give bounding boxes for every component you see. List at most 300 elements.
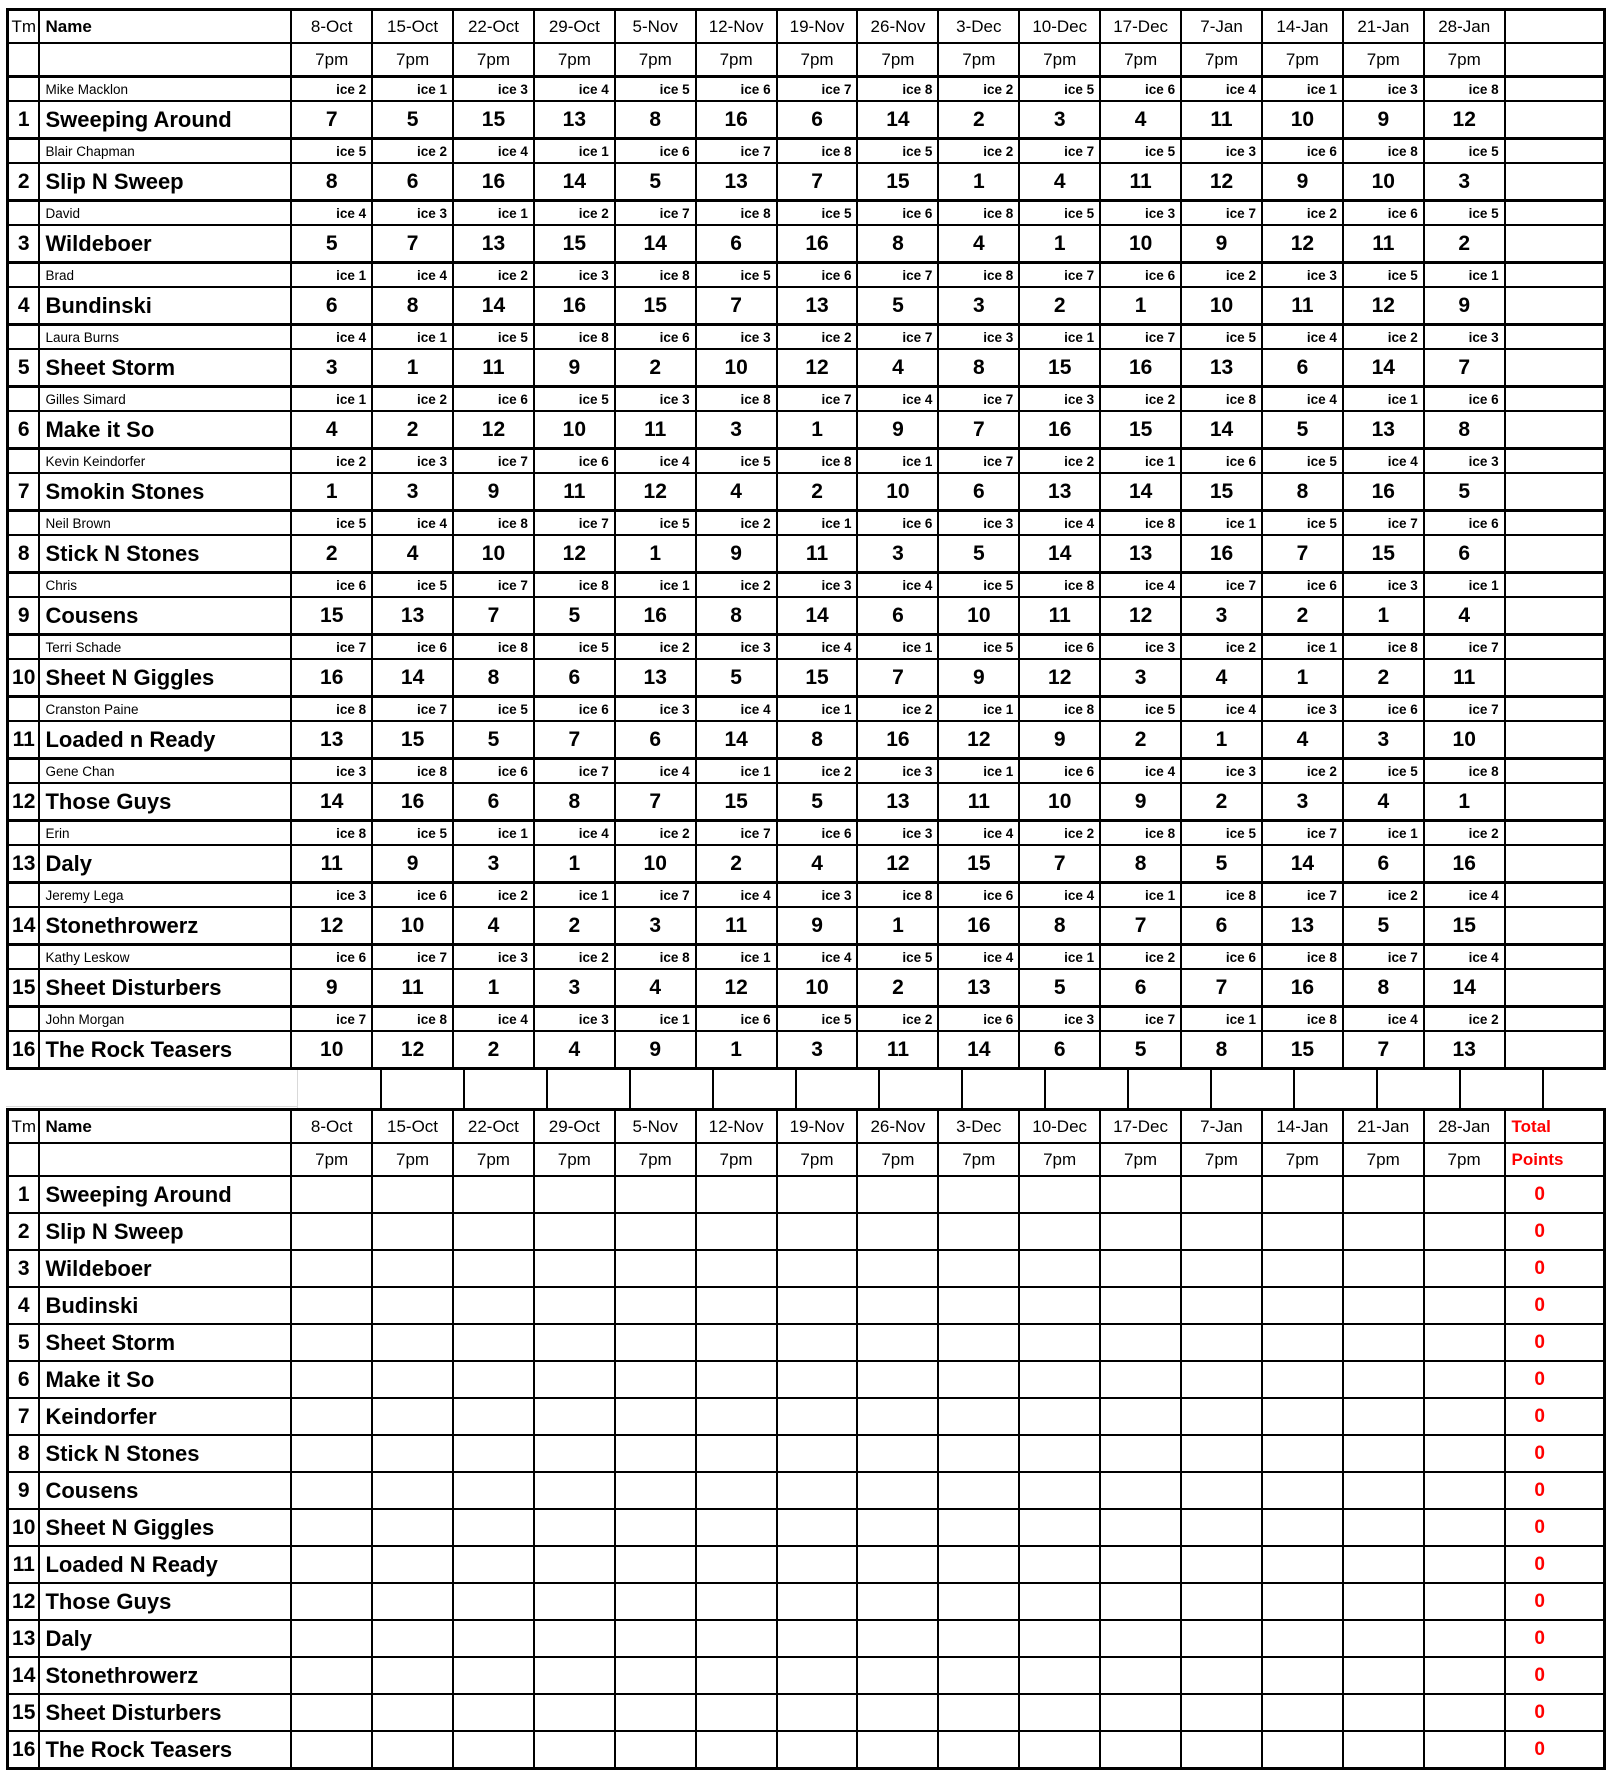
empty-score-cell <box>372 1509 453 1546</box>
opponent-cell: 5 <box>1100 1031 1181 1069</box>
time-cell: 7pm <box>291 43 372 77</box>
empty-score-cell <box>696 1583 777 1620</box>
ice-assignment-cell: ice 4 <box>372 511 453 536</box>
empty-score-cell <box>1181 1694 1262 1731</box>
opponent-cell: 7 <box>1100 907 1181 945</box>
team-number: 16 <box>8 1731 40 1769</box>
ice-assignment-cell: ice 6 <box>453 759 534 784</box>
empty-score-cell <box>615 1398 696 1435</box>
empty-score-cell <box>372 1472 453 1509</box>
tm-blank-cell <box>8 697 40 722</box>
empty-score-cell <box>938 1250 1019 1287</box>
opponent-cell: 4 <box>1262 721 1343 759</box>
ice-assignment-cell: ice 8 <box>1424 77 1505 102</box>
skip-name: Gilles Simard <box>39 387 291 412</box>
ice-assignment-cell: ice 3 <box>1424 449 1505 474</box>
opponent-cell: 15 <box>615 287 696 325</box>
opponent-cell: 12 <box>1100 597 1181 635</box>
team-name: Bundinski <box>39 287 291 325</box>
ice-assignment-cell: ice 6 <box>777 263 858 288</box>
ice-assignment-cell: ice 8 <box>777 139 858 164</box>
empty-score-cell <box>1181 1361 1262 1398</box>
ice-assignment-cell: ice 2 <box>777 759 858 784</box>
ice-assignment-cell: ice 5 <box>1019 77 1100 102</box>
team-name: Those Guys <box>39 1583 291 1620</box>
opponent-cell: 2 <box>1262 597 1343 635</box>
empty-score-cell <box>1100 1324 1181 1361</box>
opponent-cell: 5 <box>1181 845 1262 883</box>
time-cell: 7pm <box>372 1143 453 1176</box>
opponent-cell: 11 <box>1424 659 1505 697</box>
team-number: 6 <box>8 411 40 449</box>
trailing-empty-cell <box>1505 101 1605 139</box>
empty-score-cell <box>777 1583 858 1620</box>
team-name: Stonethrowerz <box>39 1657 291 1694</box>
empty-score-cell <box>857 1509 938 1546</box>
opponent-cell: 16 <box>696 101 777 139</box>
opponent-cell: 15 <box>372 721 453 759</box>
opponent-cell: 15 <box>1181 473 1262 511</box>
ice-assignment-cell: ice 3 <box>696 635 777 660</box>
ice-assignment-cell: ice 6 <box>1343 697 1424 722</box>
ice-assignment-cell: ice 8 <box>1262 1007 1343 1032</box>
team-schedule-row <box>8 783 1605 821</box>
ice-assignment-row <box>8 821 1605 846</box>
ice-assignment-cell: ice 1 <box>777 697 858 722</box>
ice-assignment-cell: ice 8 <box>857 883 938 908</box>
opponent-cell: 9 <box>1424 287 1505 325</box>
opponent-cell: 9 <box>1181 225 1262 263</box>
team-number: 2 <box>8 1213 40 1250</box>
empty-score-cell <box>1424 1176 1505 1213</box>
opponent-cell: 2 <box>1181 783 1262 821</box>
ice-assignment-cell: ice 8 <box>1181 387 1262 412</box>
opponent-cell: 4 <box>1424 597 1505 635</box>
column-border-line <box>1376 1070 1378 1108</box>
empty-score-cell <box>1019 1398 1100 1435</box>
empty-score-cell <box>1100 1398 1181 1435</box>
ice-assignment-cell: ice 3 <box>857 759 938 784</box>
empty-score-cell <box>696 1287 777 1324</box>
empty-score-cell <box>1100 1213 1181 1250</box>
ice-assignment-cell: ice 1 <box>857 635 938 660</box>
opponent-cell: 5 <box>696 659 777 697</box>
team-number: 3 <box>8 225 40 263</box>
ice-assignment-cell: ice 6 <box>777 821 858 846</box>
opponent-cell: 2 <box>696 845 777 883</box>
points-column-header: Points <box>1505 1143 1605 1176</box>
empty-score-cell <box>1424 1509 1505 1546</box>
opponent-cell: 2 <box>453 1031 534 1069</box>
ice-assignment-cell: ice 1 <box>1262 77 1343 102</box>
empty-score-cell <box>1181 1620 1262 1657</box>
empty-score-cell <box>1424 1287 1505 1324</box>
empty-score-cell <box>1181 1287 1262 1324</box>
opponent-cell: 10 <box>777 969 858 1007</box>
time-cell: 7pm <box>1424 43 1505 77</box>
opponent-cell: 3 <box>777 1031 858 1069</box>
ice-assignment-row <box>8 325 1605 350</box>
empty-score-cell <box>1019 1250 1100 1287</box>
opponent-cell: 9 <box>1019 721 1100 759</box>
opponent-cell: 8 <box>372 287 453 325</box>
ice-assignment-cell: ice 5 <box>938 573 1019 598</box>
empty-score-cell <box>1019 1213 1100 1250</box>
ice-assignment-cell: ice 5 <box>1100 697 1181 722</box>
opponent-cell: 8 <box>534 783 615 821</box>
team-schedule-row <box>8 535 1605 573</box>
opponent-cell: 9 <box>777 907 858 945</box>
ice-assignment-cell: ice 4 <box>777 635 858 660</box>
team-schedule-row <box>8 907 1605 945</box>
opponent-cell: 8 <box>696 597 777 635</box>
date-column-header: 5-Nov <box>615 10 696 44</box>
team-schedule-row <box>8 473 1605 511</box>
standings-row <box>8 1583 1605 1620</box>
opponent-cell: 13 <box>1343 411 1424 449</box>
opponent-cell: 13 <box>1181 349 1262 387</box>
ice-assignment-cell: ice 2 <box>1262 759 1343 784</box>
ice-assignment-cell: ice 4 <box>1181 697 1262 722</box>
empty-score-cell <box>857 1435 938 1472</box>
empty-score-cell <box>1262 1213 1343 1250</box>
empty-score-cell <box>1181 1176 1262 1213</box>
total-points-value: 0 <box>1505 1657 1605 1694</box>
ice-assignment-cell: ice 2 <box>1424 1007 1505 1032</box>
opponent-cell: 4 <box>372 535 453 573</box>
team-number: 3 <box>8 1250 40 1287</box>
opponent-cell: 1 <box>1424 783 1505 821</box>
time-cell: 7pm <box>938 43 1019 77</box>
empty-score-cell <box>615 1546 696 1583</box>
opponent-cell: 8 <box>1019 907 1100 945</box>
trailing-empty-cell <box>1505 387 1605 412</box>
empty-score-cell <box>1019 1657 1100 1694</box>
opponent-cell: 15 <box>534 225 615 263</box>
opponent-cell: 4 <box>777 845 858 883</box>
empty-score-cell <box>534 1694 615 1731</box>
empty-score-cell <box>615 1250 696 1287</box>
skip-name: Erin <box>39 821 291 846</box>
empty-score-cell <box>777 1213 858 1250</box>
team-schedule-row <box>8 101 1605 139</box>
empty-score-cell <box>1181 1509 1262 1546</box>
empty-score-cell <box>1181 1472 1262 1509</box>
opponent-cell: 2 <box>1343 659 1424 697</box>
ice-assignment-cell: ice 3 <box>1343 573 1424 598</box>
ice-assignment-cell: ice 3 <box>1424 325 1505 350</box>
opponent-cell: 6 <box>1100 969 1181 1007</box>
opponent-cell: 5 <box>291 225 372 263</box>
gridline-horizontal <box>6 1106 297 1107</box>
empty-score-cell <box>291 1694 372 1731</box>
empty-score-cell <box>291 1213 372 1250</box>
team-number: 5 <box>8 349 40 387</box>
opponent-cell: 10 <box>453 535 534 573</box>
empty-score-cell <box>938 1213 1019 1250</box>
opponent-cell: 6 <box>938 473 1019 511</box>
opponent-cell: 6 <box>1343 845 1424 883</box>
ice-assignment-cell: ice 4 <box>453 139 534 164</box>
team-name: The Rock Teasers <box>39 1031 291 1069</box>
date-column-header: 7-Jan <box>1181 10 1262 44</box>
empty-score-cell <box>1424 1435 1505 1472</box>
ice-assignment-cell: ice 5 <box>291 511 372 536</box>
opponent-cell: 11 <box>777 535 858 573</box>
ice-assignment-cell: ice 1 <box>453 201 534 226</box>
trailing-empty-cell <box>1505 43 1605 77</box>
skip-name: Kevin Keindorfer <box>39 449 291 474</box>
opponent-cell: 3 <box>1424 163 1505 201</box>
empty-score-cell <box>777 1546 858 1583</box>
empty-score-cell <box>1262 1287 1343 1324</box>
opponent-cell: 6 <box>291 287 372 325</box>
standings-row <box>8 1694 1605 1731</box>
opponent-cell: 2 <box>938 101 1019 139</box>
standings-row <box>8 1213 1605 1250</box>
ice-assignment-cell: ice 2 <box>1100 387 1181 412</box>
empty-score-cell <box>1424 1398 1505 1435</box>
opponent-cell: 7 <box>453 597 534 635</box>
opponent-cell: 13 <box>1019 473 1100 511</box>
empty-score-cell <box>777 1694 858 1731</box>
opponent-cell: 16 <box>1343 473 1424 511</box>
empty-score-cell <box>1100 1694 1181 1731</box>
opponent-cell: 12 <box>615 473 696 511</box>
opponent-cell: 16 <box>1019 411 1100 449</box>
empty-score-cell <box>1343 1620 1424 1657</box>
opponent-cell: 10 <box>696 349 777 387</box>
empty-score-cell <box>453 1324 534 1361</box>
date-column-header: 15-Oct <box>372 10 453 44</box>
ice-assignment-cell: ice 5 <box>1343 263 1424 288</box>
ice-assignment-cell: ice 2 <box>857 1007 938 1032</box>
opponent-cell: 1 <box>857 907 938 945</box>
empty-score-cell <box>1181 1398 1262 1435</box>
empty-score-cell <box>777 1657 858 1694</box>
empty-score-cell <box>453 1694 534 1731</box>
schedule-header-row <box>8 10 1605 44</box>
ice-assignment-cell: ice 7 <box>1100 1007 1181 1032</box>
trailing-empty-cell <box>1505 77 1605 102</box>
empty-score-cell <box>453 1657 534 1694</box>
trailing-empty-cell <box>1505 721 1605 759</box>
total-points-value: 0 <box>1505 1694 1605 1731</box>
empty-score-cell <box>534 1361 615 1398</box>
empty-score-cell <box>938 1583 1019 1620</box>
empty-score-cell <box>696 1435 777 1472</box>
time-cell: 7pm <box>1424 1143 1505 1176</box>
team-name: Those Guys <box>39 783 291 821</box>
date-column-header: 14-Jan <box>1262 1110 1343 1144</box>
date-column-header: 7-Jan <box>1181 1110 1262 1144</box>
date-column-header: 3-Dec <box>938 10 1019 44</box>
trailing-empty-cell <box>1505 883 1605 908</box>
trailing-empty-cell <box>1505 449 1605 474</box>
ice-assignment-cell: ice 2 <box>1019 449 1100 474</box>
empty-score-cell <box>1100 1509 1181 1546</box>
ice-assignment-cell: ice 8 <box>1424 759 1505 784</box>
ice-assignment-cell: ice 5 <box>777 201 858 226</box>
empty-score-cell <box>1181 1546 1262 1583</box>
time-cell: 7pm <box>291 1143 372 1176</box>
tm-blank-cell <box>8 387 40 412</box>
opponent-cell: 9 <box>938 659 1019 697</box>
opponent-cell: 10 <box>615 845 696 883</box>
ice-assignment-cell: ice 3 <box>1262 263 1343 288</box>
opponent-cell: 12 <box>1019 659 1100 697</box>
date-column-header: 26-Nov <box>857 1110 938 1144</box>
opponent-cell: 3 <box>1019 101 1100 139</box>
empty-score-cell <box>938 1324 1019 1361</box>
ice-assignment-cell: ice 2 <box>615 635 696 660</box>
opponent-cell: 5 <box>453 721 534 759</box>
ice-assignment-cell: ice 2 <box>857 697 938 722</box>
empty-score-cell <box>1262 1694 1343 1731</box>
opponent-cell: 11 <box>453 349 534 387</box>
opponent-cell: 4 <box>857 349 938 387</box>
ice-assignment-cell: ice 7 <box>534 759 615 784</box>
standings-header-row <box>8 1110 1605 1144</box>
ice-assignment-cell: ice 1 <box>857 449 938 474</box>
team-number: 9 <box>8 1472 40 1509</box>
ice-assignment-cell: ice 3 <box>777 883 858 908</box>
empty-score-cell <box>696 1472 777 1509</box>
empty-score-cell <box>1262 1398 1343 1435</box>
column-border-line <box>1293 1070 1295 1108</box>
ice-assignment-cell: ice 3 <box>534 263 615 288</box>
tm-blank-cell <box>8 821 40 846</box>
date-column-header: 3-Dec <box>938 1110 1019 1144</box>
empty-score-cell <box>372 1731 453 1769</box>
standings-row <box>8 1176 1605 1213</box>
ice-assignment-cell: ice 4 <box>1343 1007 1424 1032</box>
ice-assignment-cell: ice 2 <box>372 387 453 412</box>
opponent-cell: 1 <box>1262 659 1343 697</box>
ice-assignment-row <box>8 387 1605 412</box>
empty-score-cell <box>453 1546 534 1583</box>
empty-score-cell <box>938 1361 1019 1398</box>
ice-assignment-cell: ice 1 <box>696 759 777 784</box>
opponent-cell: 14 <box>372 659 453 697</box>
ice-assignment-cell: ice 8 <box>615 263 696 288</box>
skip-name: Chris <box>39 573 291 598</box>
empty-score-cell <box>534 1546 615 1583</box>
empty-score-cell <box>453 1213 534 1250</box>
empty-score-cell <box>1100 1546 1181 1583</box>
column-border-line <box>1127 1070 1129 1108</box>
opponent-cell: 13 <box>453 225 534 263</box>
opponent-cell: 15 <box>696 783 777 821</box>
opponent-cell: 5 <box>857 287 938 325</box>
empty-score-cell <box>1262 1509 1343 1546</box>
date-column-header: 19-Nov <box>777 10 858 44</box>
ice-assignment-cell: ice 4 <box>1424 883 1505 908</box>
team-number: 11 <box>8 1546 40 1583</box>
team-schedule-row <box>8 163 1605 201</box>
empty-score-cell <box>777 1472 858 1509</box>
opponent-cell: 8 <box>453 659 534 697</box>
opponent-cell: 1 <box>291 473 372 511</box>
ice-assignment-cell: ice 4 <box>291 201 372 226</box>
ice-assignment-cell: ice 1 <box>1019 325 1100 350</box>
team-number: 1 <box>8 1176 40 1213</box>
ice-assignment-cell: ice 8 <box>372 759 453 784</box>
opponent-cell: 13 <box>1262 907 1343 945</box>
ice-assignment-cell: ice 1 <box>1019 945 1100 970</box>
date-column-header: 28-Jan <box>1424 1110 1505 1144</box>
time-cell: 7pm <box>1100 1143 1181 1176</box>
ice-assignment-cell: ice 1 <box>372 325 453 350</box>
standings-row <box>8 1435 1605 1472</box>
empty-score-cell <box>1100 1287 1181 1324</box>
opponent-cell: 13 <box>857 783 938 821</box>
opponent-cell: 14 <box>453 287 534 325</box>
trailing-empty-cell <box>1505 1031 1605 1069</box>
opponent-cell: 16 <box>453 163 534 201</box>
date-column-header: 28-Jan <box>1424 10 1505 44</box>
ice-assignment-cell: ice 4 <box>1262 325 1343 350</box>
opponent-cell: 9 <box>615 1031 696 1069</box>
empty-score-cell <box>534 1509 615 1546</box>
trailing-empty-cell <box>1505 225 1605 263</box>
opponent-cell: 5 <box>1019 969 1100 1007</box>
gap-region <box>6 1070 1606 1108</box>
opponent-cell: 10 <box>534 411 615 449</box>
empty-score-cell <box>453 1176 534 1213</box>
ice-assignment-cell: ice 3 <box>1262 697 1343 722</box>
empty-score-cell <box>696 1694 777 1731</box>
team-name: Sweeping Around <box>39 101 291 139</box>
empty-score-cell <box>1100 1583 1181 1620</box>
empty-score-cell <box>615 1435 696 1472</box>
ice-assignment-cell: ice 2 <box>777 325 858 350</box>
date-column-header: 17-Dec <box>1100 1110 1181 1144</box>
opponent-cell: 16 <box>291 659 372 697</box>
column-border-line <box>380 1070 382 1108</box>
empty-score-cell <box>938 1694 1019 1731</box>
team-name: Stick N Stones <box>39 535 291 573</box>
opponent-cell: 15 <box>857 163 938 201</box>
team-name: Stick N Stones <box>39 1435 291 1472</box>
opponent-cell: 7 <box>1262 535 1343 573</box>
ice-assignment-cell: ice 8 <box>1262 945 1343 970</box>
date-column-header: 29-Oct <box>534 10 615 44</box>
total-column-header: Total <box>1505 1110 1605 1144</box>
ice-assignment-cell: ice 3 <box>1343 77 1424 102</box>
empty-score-cell <box>291 1361 372 1398</box>
ice-assignment-row <box>8 201 1605 226</box>
opponent-cell: 1 <box>1181 721 1262 759</box>
tm-column-header: Tm <box>8 1110 40 1144</box>
total-points-value: 0 <box>1505 1213 1605 1250</box>
opponent-cell: 10 <box>1343 163 1424 201</box>
empty-score-cell <box>1019 1694 1100 1731</box>
opponent-cell: 13 <box>696 163 777 201</box>
empty-score-cell <box>938 1435 1019 1472</box>
ice-assignment-cell: ice 6 <box>1019 635 1100 660</box>
opponent-cell: 12 <box>1343 287 1424 325</box>
team-schedule-row <box>8 225 1605 263</box>
empty-score-cell <box>1343 1213 1424 1250</box>
ice-assignment-cell: ice 5 <box>615 77 696 102</box>
trailing-empty-cell <box>1505 287 1605 325</box>
ice-assignment-cell: ice 6 <box>696 77 777 102</box>
opponent-cell: 15 <box>1100 411 1181 449</box>
empty-score-cell <box>938 1398 1019 1435</box>
opponent-cell: 10 <box>1181 287 1262 325</box>
opponent-cell: 12 <box>1424 101 1505 139</box>
